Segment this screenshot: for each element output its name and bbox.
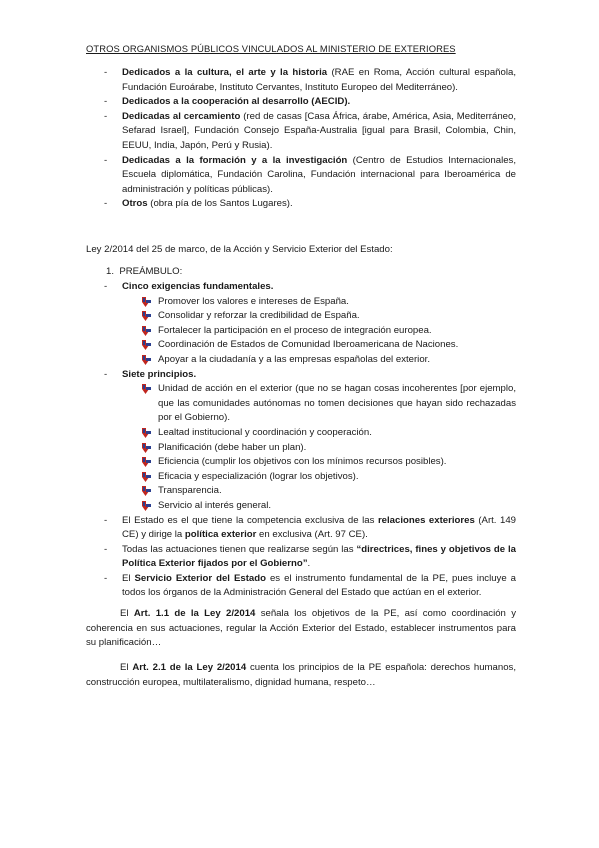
list-item: - Dedicados a la cultura, el arte y la historia (RAE en Roma, Acción cultural española, Fundación Euroárabe, Instituto Cervantes, Instituto Europeo del Mediterráneo). bbox=[104, 67, 516, 93]
down-right-arrow-icon bbox=[140, 500, 152, 512]
list-item: - Cinco exigencias fundamentales. Promover los valores e intereses de España. Consolidar y reforzar la credibilidad de España. Fortalecer la participación en el proceso de integración europea. Coordinación de Estados de Comunidad Iberoamericana de Naciones. Apoyar a la ciudadanía y a las empresas españolas del exterior. bbox=[86, 280, 516, 368]
down-right-arrow-icon bbox=[140, 456, 152, 468]
list-item: - Dedicadas al cercamiento (red de casas [Casa África, árabe, América, Asia, Mediterráneo, Sefarad Israel], Fundación Consejo España-Australia [igual para Brasil, Colombia, Chin, EEUU, India, Japón, Perú y Rusia). bbox=[104, 110, 516, 151]
page-heading: OTROS ORGANISMOS PÚBLICOS VINCULADOS AL MINISTERIO DE EXTERIORES bbox=[86, 43, 456, 54]
preambulo-list bbox=[86, 280, 516, 601]
down-right-arrow-icon bbox=[140, 296, 152, 308]
down-right-arrow-icon bbox=[140, 310, 152, 322]
list-item: Promover los valores e intereses de España. bbox=[86, 295, 516, 310]
list-item: - El Servicio Exterior del Estado es el instrumento fundamental de la PE, pues incluye a todos los órganos de la Administración General del Estado que actúan en el exterior. bbox=[104, 572, 516, 599]
list-item: - Otros (obra pía de los Santos Lugares). bbox=[86, 197, 516, 212]
down-right-arrow-icon bbox=[140, 354, 152, 366]
dash-bullet: - bbox=[104, 543, 108, 555]
dash-bullet: - bbox=[104, 281, 108, 292]
art-2-1-paragraph: El Art. 2.1 de la Ley 2/2014 cuenta los principios de la PE española: derechos humanos, construcción europea, multilateralismo, dignidad humana, respeto… bbox=[86, 662, 516, 688]
list-item: Transparencia. bbox=[86, 484, 516, 499]
dash-bullet: - bbox=[104, 96, 108, 108]
principios-list bbox=[86, 382, 516, 513]
list-item: Coordinación de Estados de Comunidad Iberoamericana de Naciones. bbox=[86, 338, 516, 353]
dash-bullet: - bbox=[104, 67, 108, 78]
list-item: - El Estado es el que tiene la competencia exclusiva de las relaciones exteriores (Art. 149 CE) y dirige la política exterior en exclusiva (Art. 97 CE). bbox=[104, 514, 517, 541]
list-item: - Todas las actuaciones tienen que realizarse según las “directrices, fines y objetivos de la Política Exterior fijados por el Gobierno”. bbox=[104, 543, 517, 570]
list-item: - Siete principios. Unidad de acción en el exterior (que no se hagan cosas incoherentes [por ejemplo, que las comunidades autónomas no tomen decisiones que hayan sido rechazadas por el Gobierno). Lealtad institucional y coordinación y cooperación. Planificación (debe haber un plan). Eficiencia (cumplir los objetivos con los mínimos recursos posibles). Eficacia y especialización (lograr los objetivos). Transparencia. Servicio al interés general. bbox=[86, 368, 516, 514]
list-item: - Dedicados a la cooperación al desarrollo (AECID). bbox=[86, 95, 516, 110]
dash-bullet: - bbox=[104, 368, 108, 380]
down-right-arrow-icon bbox=[140, 485, 152, 497]
down-right-arrow-icon bbox=[140, 325, 152, 337]
down-right-arrow-icon bbox=[140, 471, 152, 483]
dash-bullet: - bbox=[104, 198, 108, 210]
list-item: Apoyar a la ciudadanía y a las empresas españolas del exterior. bbox=[86, 353, 516, 368]
list-item: Eficacia y especialización (lograr los objetivos). bbox=[86, 470, 516, 485]
organismos-list bbox=[86, 66, 516, 212]
down-right-arrow-icon bbox=[140, 427, 152, 439]
down-right-arrow-icon bbox=[140, 383, 152, 395]
exigencias-list bbox=[86, 295, 516, 368]
dash-bullet: - bbox=[104, 110, 108, 122]
list-item: Fortalecer la participación en el proceso de integración europea. bbox=[86, 324, 516, 339]
down-right-arrow-icon bbox=[140, 339, 152, 351]
dash-bullet: - bbox=[104, 154, 108, 166]
preambulo-heading: 1. PREÁMBULO: bbox=[106, 266, 183, 277]
list-item: Unidad de acción en el exterior (que no se hagan cosas incoherentes [por ejemplo, que las comunidades autónomas no tomen decisiones que hayan sido rechazadas por el Gobierno). bbox=[86, 382, 516, 426]
art-1-1-paragraph: El Art. 1.1 de la Ley 2/2014 señala los objetivos de la PE, así como coordinación y coherencia en sus actuaciones, regular la Acción Exterior del Estado, establecer instrumentos para su planificación… bbox=[86, 608, 516, 649]
down-right-arrow-icon bbox=[140, 442, 152, 454]
list-item: Servicio al interés general. bbox=[86, 499, 516, 514]
dash-bullet: - bbox=[104, 572, 108, 584]
dash-bullet: - bbox=[104, 514, 108, 526]
list-item: - Dedicadas a la formación y a la investigación (Centro de Estudios Internacionales, Escuela diplomática, Fundación Carolina, Fundación internacional para Iberoamérica de administración y políticas públicas). bbox=[104, 154, 516, 195]
ley-intro: Ley 2/2014 del 25 de marco, de la Acción y Servicio Exterior del Estado: bbox=[86, 244, 393, 255]
list-item: Planificación (debe haber un plan). bbox=[86, 441, 516, 456]
list-item: Consolidar y reforzar la credibilidad de España. bbox=[86, 309, 516, 324]
list-item: Eficiencia (cumplir los objetivos con los mínimos recursos posibles). bbox=[86, 455, 516, 470]
list-item: Lealtad institucional y coordinación y cooperación. bbox=[86, 426, 516, 441]
